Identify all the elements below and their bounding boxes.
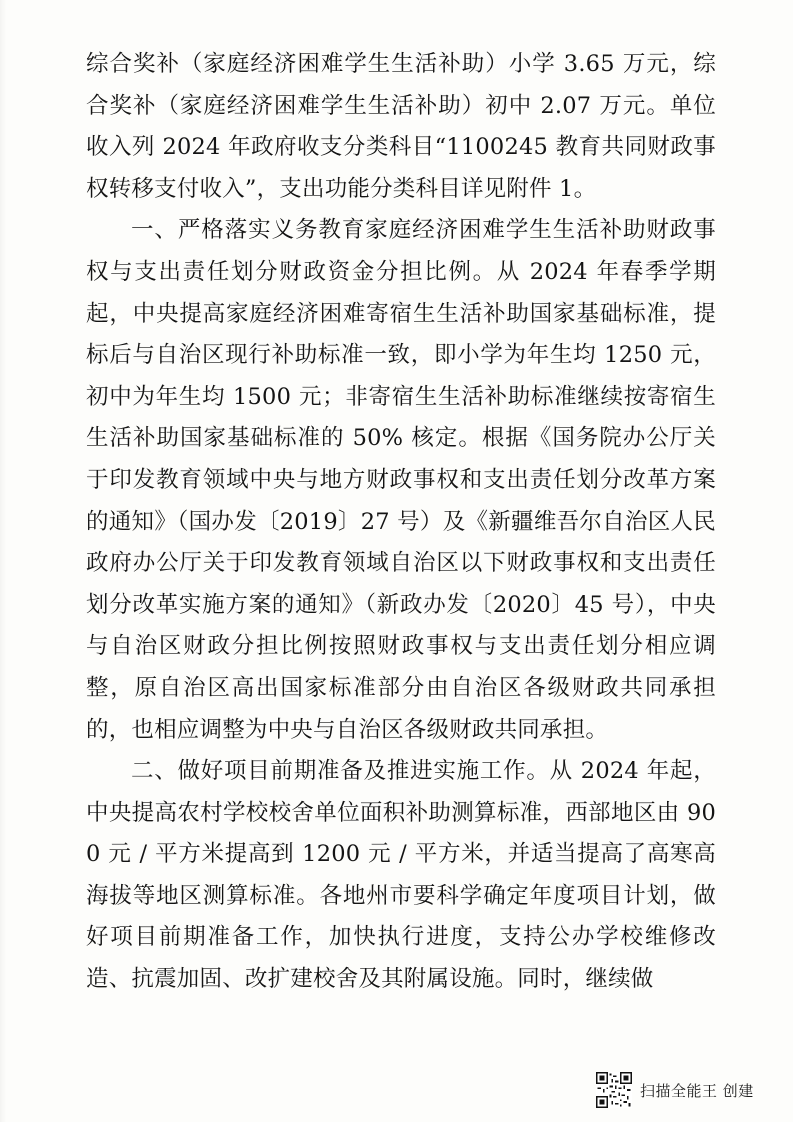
watermark-text: 扫描全能王 创建 [640,1081,754,1100]
paragraph-section-one: 一、严格落实义务教育家庭经济困难学生生活补助财政事权与支出责任划分财政资金分担比例。从 2024 年春季学期起，中央提高家庭经济困难寄宿生生活补助国家基础标准，提标后与自治区现行补助标准一致，即小学为年生均 1250 元，初中为年生均 1500 元；非寄宿生生活补助标准继续按寄宿生生活补助国家基础标准的 50% 核定。根据《国务院办公厅关于印发教育领域中央与地方财政事权和支出责任划分改革方案的通知》（国办发〔2019〕27 号）及《新疆维吾尔自治区人民政府办公厅关于印发教育领域自治区以下财政事权和支出责任划分改革实施方案的通知》（新政办发〔2020〕45 号），中央与自治区财政分担比例按照财政事权与支出责任划分相应调整，原自治区高出国家标准部分由自治区各级财政共同承担的，也相应调整为中央与自治区各级财政共同承担。 [86,217,716,743]
scanner-watermark [596,1070,754,1110]
scan-edge-shadow [0,0,6,1122]
qr-code-icon [596,1072,632,1108]
paragraph-funding-summary: 综合奖补（家庭经济困难学生生活补助）小学 3.65 万元，综合奖补（家庭经济困难学生生活补助）初中 2.07 万元。单位收入列 2024 年政府收支分类科目“1100245 教育共同财政事权转移支付收入”，支出功能分类科目详见附件 1。 [86,51,716,202]
document-body [86,44,716,1001]
paragraph-section-two: 二、做好项目前期准备及推进实施工作。从 2024 年起，中央提高农村学校校舍单位面积补助测算标准，西部地区由 900 元 / 平方米提高到 1200 元 / 平方米，并适当提高了高寒高海拔等地区测算标准。各地州市要科学确定年度项目计划，做好项目前期准备工作，加快执行进度，支持公办学校维修改造、抗震加固、改扩建校舍及其附属设施。同时，继续做 [86,758,716,993]
